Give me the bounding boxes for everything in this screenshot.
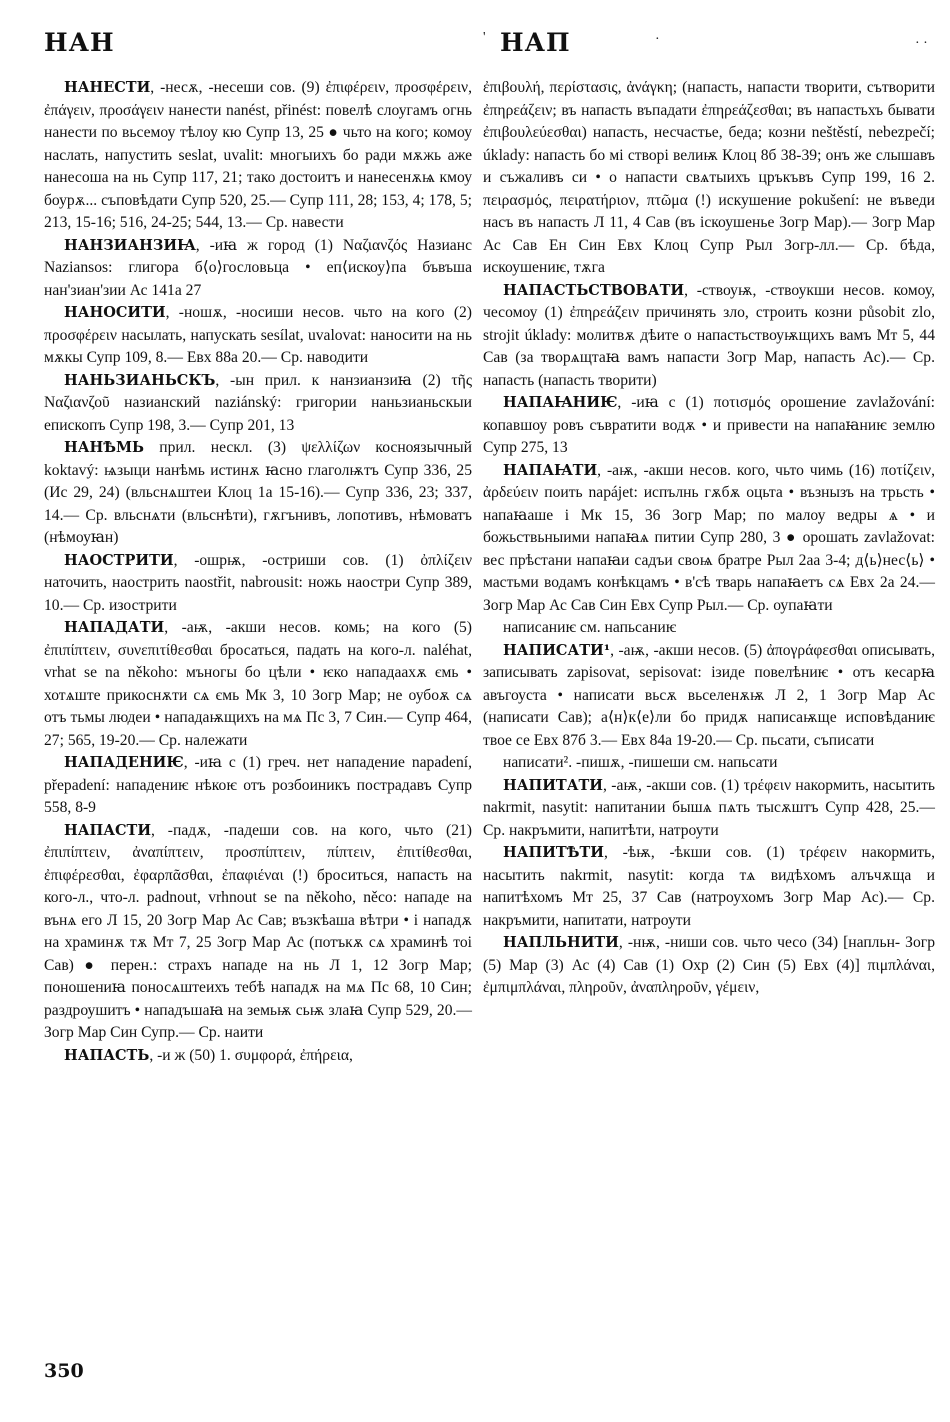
dictionary-entry	[483, 842, 935, 932]
entry-headword: НАПАДЕНИѤ	[64, 754, 184, 771]
entry-headword: НАПИТѢТИ	[503, 844, 604, 861]
entry-body: , -падѫ, -падеши сов. на кого, чьто (21) ἐπιπίπτειν, ἀναπίπτειν, προσπίπτειν, πίπτειν, ἐπιτίθεσθαι, ἐπιφέρεσθαι, ἐφαρπᾶσθαι, ἐπαφιέναι (!) броситься, напасть на кого-л., что-л. padnout, vrhnout se na někoho, něco: нападе на вънѧ его Л 15, 20 Зогр Мар Ас Сав; възкѣаша вѣтри • і нападѫ на храминѫ тѫ Мт 7, 25 Зогр Мар Ас (потъкѫ сѧ храминѣ тоі Сав) ● перен.: страхъ нападе на нь Л 1, 12 Зогр Мар; поношениꙗ поносѧштеихъ тебѣ нападѫ на мѧ Пс 68, 10 Син; раздроушитъ • нападъшаꙗ на земьѭ сьѭ злаꙗ Супр 529, 20.— Зогр Мар Син Супр.— Ср. наити	[44, 821, 472, 1041]
dictionary-entry	[44, 302, 472, 370]
print-speck: '	[483, 30, 486, 45]
entry-headword: НАПАꙖТИ	[503, 461, 598, 479]
entry-headword: НАПЛЬНИТИ	[503, 934, 619, 951]
entry-body: , -иꙗ с (1) ποτισμός орошение zavlažování: копавшоу ровъ съвратити водѫ • и привести на напаꙗниѥ землю Супр 275, 13	[483, 394, 935, 456]
entry-headword: НАПАꙖНИѤ	[503, 394, 618, 411]
right-column	[483, 77, 935, 1000]
entry-body: , -нѭ, -ниши сов. чьто чесо (34) [напльн- Зогр (5) Мар (3) Ас (4) Сав (1) Охр (2) Син (5) Евх (4)] πιμπλάναι, ἐμπιμπλάναι, πληροῦν, ἀναπληροῦν, γέμειν,	[483, 934, 935, 996]
left-column	[44, 77, 472, 1067]
dictionary-entry	[44, 752, 472, 820]
dictionary-entry	[44, 235, 472, 303]
entry-headword: НАНЬЗИАНЬСКЪ	[64, 371, 216, 389]
dictionary-entry	[44, 77, 472, 235]
entry-headword: НАПИТАТИ	[503, 776, 603, 794]
dictionary-entry	[483, 775, 935, 843]
dictionary-entry	[44, 370, 472, 438]
entry-body: , -иꙗ ж город (1) Ναζιανζός Назианс Naziansos: глигора б⟨о⟩гословьца • еп⟨искоу⟩па бъвъша нан'зиан'зии Ас 141а 27	[44, 236, 472, 299]
dictionary-entry	[483, 77, 935, 280]
entry-headword: НАПАДАТИ	[64, 619, 165, 636]
entry-body: , -ын прил. к нанзианзиꙗ (2) τῆς Ναζιανζοῦ назианский naziánský: григории наньзианьскыи епископъ Супр 198, 3.— Супр 201, 13	[44, 371, 472, 434]
entry-body: , -ѣѭ, -ѣкши сов. (1) τρέφειν накормить, насытить nakrmit, nasytit: когда тѧ видѣхомъ алъчѫща и напитѣхомъ Мт 25, 37 Сав (натроухомъ Зогр Мар Ас).— Ср. накръмити, напитати, натроути	[483, 844, 935, 929]
running-head-left: НАН	[44, 28, 115, 57]
dictionary-entry	[44, 617, 472, 752]
entry-body: , -несѫ, -несеши сов. (9) ἐπιφέρειν, προσφέρειν, ἐπάγειν, προσάγειν нанести nanést, přinést: повелѣ слоугамъ огнь нанести по вьсемоу тѣлоу кю Супр 13, 25 ● чьто на кого; комоу наслать, напустить seslat, uvalit: многыихъ бо ради мѫжь аже нанесоша на нь Супр 117, 21; тако достоитъ и нанесенѫѩ кмоу боурѫ... съповѣдати Супр 520, 25.— Супр 111, 28; 153, 4; 178, 5; 213, 15-16; 516, 24-25; 544, 13.— Ср. навести	[44, 79, 472, 231]
dictionary-entry	[44, 437, 472, 550]
dictionary-entry	[483, 460, 935, 618]
running-head-right: НАП	[500, 28, 571, 57]
entry-headword: НАПАСТЬСТВОВАТИ	[503, 281, 685, 299]
page-number: 350	[44, 1360, 84, 1382]
print-speck: ·	[655, 32, 660, 47]
entry-headword: НАНЕСТИ	[64, 79, 151, 96]
entry-body: , -аѭ, -акши несов. (5) ἀπογράφεσθαι описывать, записывать zapisovat, sepisovat: ізиде повелѣниѥ • отъ кесарꙗ авъгоуста • написати вьсѫ вьселенѫѭ Л 2, 1 Зогр Мар Ас (написати Сав); а⟨н⟩к⟨е⟩ли бо придѫ написаѭще исповѣданиѥ твое се Евх 87б 3.— Евх 84а 19-20.— Ср. пьсати, съписати	[483, 641, 935, 749]
entry-body: , -ствоуѭ, -ствоукши несов. комоу, чесомоу (1) ἐπηρεάζειν причинять зло, строить козни působit zlo, strojit úklady: молитвѫ дѣите о напастьствоуѭщихъ вамъ Мт 5, 44 Сав (за творѧщтаꙗ вамъ напасти Зогр Мар, напасть Ас).— Ср. напасть (напасть творити)	[483, 281, 935, 389]
entry-body: ἐπιβουλή, περίστασις, ἀνάγκη; (напасть, напасти творити, сътворити ἐπηρεάζειν; въ напасть въпадати ἐπηρεάζεσθαι; въ напастьхъ бывати ἐπιβουλεύεσθαι) напасть, несчастье, беда; козни neštěstí, nebezpečí; úklady: напасть бо мі створі велиѭ Клоц 8б 38-39; онъ же слышавъ и съжаливъ си • о напасти свѧтыихъ цръкъвъ Супр 199, 16 2. πειρασμός, πειρατήριον, πτῶμα (!) искушение pokušení: не въведи насъ въ напасть Л 11, 4 Сав (въ іскоушенье Зогр Мар).— Зогр Мар Ас Сав Ен Син Евх Клоц Супр Рыл Зогр-лл.— Ср. бѣда, искоушениѥ, тѫга	[483, 79, 935, 276]
dictionary-entry	[44, 550, 472, 618]
entry-headword: НАНЗИАНЗИꙖ	[64, 236, 196, 254]
entry-body: , -аѭ, -акши несов. кого, чьто чимь (16) ποτίζειν, ἀρδεύειν поить napájet: испълнь гѫбѫ оцьта • възнызъ на трьсть • напаꙗаше і Мк 15, 36 Зогр Мар; по малоу ведры ѧ • и божьствьныими напаꙗѧ питии Супр 280, 3 ● орошать zavlažovat: вес прѣстани напаꙗи садъи своѩ братре Рыл 2аа 3-4; д⟨ь⟩нес⟨ь⟩ • мастьми водамъ конѣкцамъ • в'сѣ тварь напаꙗетъ сѧ Евх 2а 24.— Зогр Мар Ас Сав Син Евх Супр Рыл.— Ср. оупаꙗти	[483, 461, 935, 614]
entry-body: , -иꙗ с (1) греч. нет нападение napadení, přepadení: нападениѥ нѣкоѥ отъ розбоиникъ пострадавъ Супр 558, 8-9	[44, 754, 472, 816]
entry-body: , -ношѫ, -носиши несов. чьто на кого (2) προσφέρειν насылать, напускать sesílat, uvalovat: наносити на нь мѫкы Супр 109, 8.— Евх 88а 20.— Ср. наводити	[44, 304, 472, 366]
entry-headword: НАПАСТИ	[64, 821, 152, 839]
dictionary-entry	[483, 280, 935, 393]
dictionary-entry	[483, 617, 935, 640]
entry-headword: НАОСТРИТИ	[64, 551, 174, 569]
entry-headword: НАПАСТЬ	[64, 1046, 150, 1064]
dictionary-entry	[483, 640, 935, 753]
entry-body: , -и ж (50) 1. συμφορά, ἐπήρεια,	[149, 1046, 353, 1064]
entry-headword: НАНѢМЬ	[64, 439, 144, 456]
entry-body: , -аѭ, -акши сов. (1) τρέφειν накормить, насытить nakrmit, nasytit: напитании бышѧ пѧть тысѫштъ Супр 428, 25.— Ср. накръмити, напитѣти, натроути	[483, 776, 935, 839]
entry-headword: НАПИСАТИ¹	[503, 641, 611, 659]
entry-body: , -аѭ, -акши несов. комь; на кого (5) ἐπιπίπτειν, συνεπιτίθεσθαι бросаться, падать на кого-л. naléhat, vrhat se na někoho: мъногы бо цѣли • ѥко нападаахѫ ємь • хотѧште прикоснѫти сѧ ємь Мк 3, 10 Зогр Мар; не оубоѫ сѧ отъ тьмы людеи • нападаѭщихъ на мѧ Пс 3, 7 Син.— Супр 464, 27; 565, 19-20.— Ср. належати	[44, 619, 472, 749]
entry-body: прил. нескл. (3) ψελλίζων косноязычный koktavý: ѩзыци нанѣмь истинѫ ꙗсно глаголѭтъ Супр 336, 25 (Ис 29, 24) (вльснѧштеи Клоц 1а 15-16).— Супр 336, 23; 337, 14.— Ср. вльснѧти (вльснѣти), гѫгънивъ, лопотивъ, нѣмоватъ (нѣмоуꙗн)	[44, 439, 472, 546]
entry-body: написати². -пишѫ, -пишеши см. напьсати	[503, 754, 778, 771]
dictionary-entry	[44, 820, 472, 1045]
entry-headword: НАНОСИТИ	[64, 304, 166, 321]
dictionary-entry	[483, 932, 935, 1000]
dictionary-entry	[44, 1045, 472, 1068]
entry-body: написаниѥ см. напьсаниѥ	[503, 619, 677, 636]
entry-body: , -ошрѭ, -остриши сов. (1) ὀπλίζειν наточить, наострить naostřit, nabrousit: ножь наостри Супр 389, 10.— Ср. изострити	[44, 551, 472, 614]
dictionary-entry	[483, 752, 935, 775]
dictionary-entry	[483, 392, 935, 460]
print-speck: · ·	[915, 36, 928, 51]
